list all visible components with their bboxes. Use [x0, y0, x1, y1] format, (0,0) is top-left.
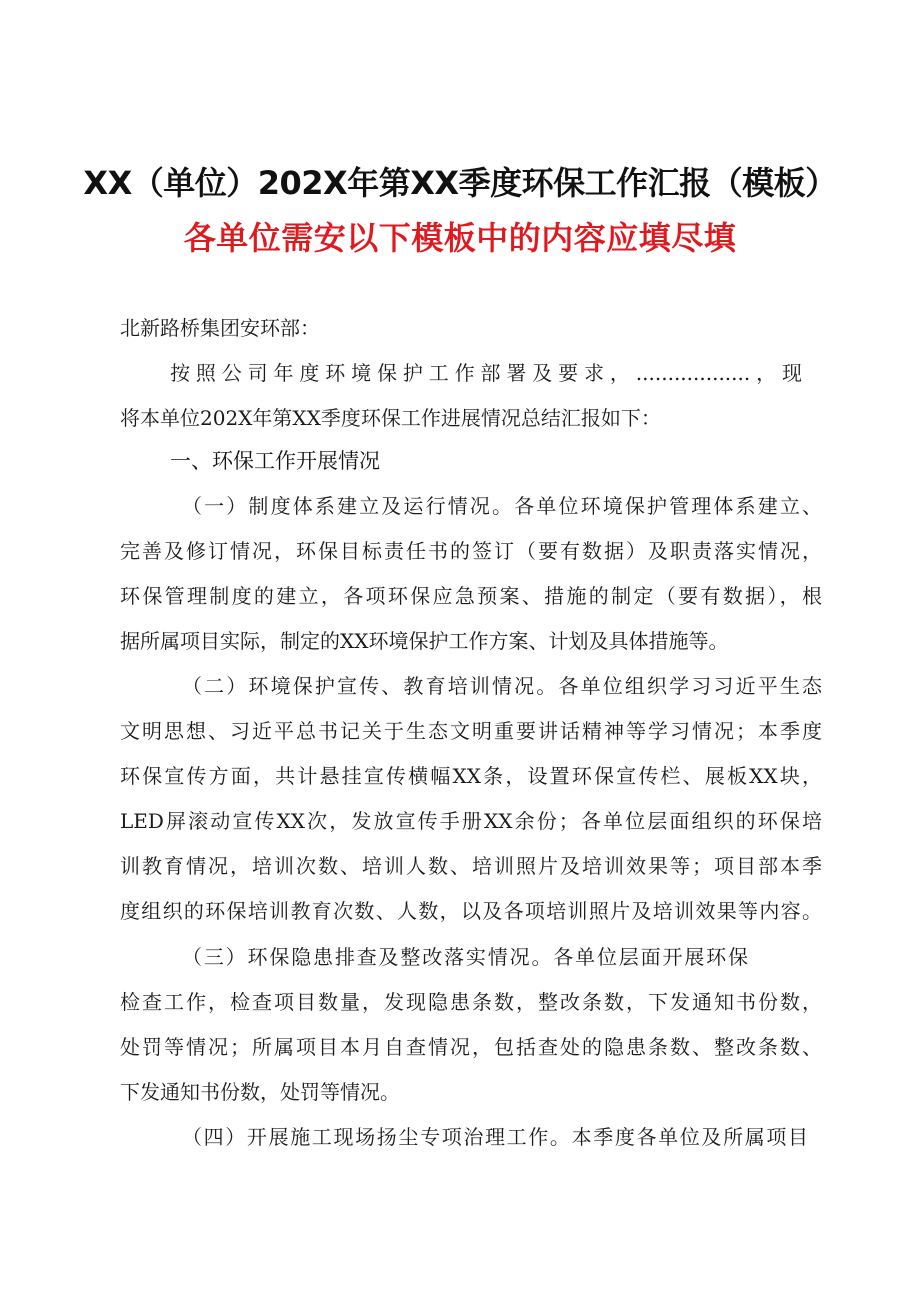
para2-line-4: LED屏滚动宣传XX次，发放宣传手册XX余份；各单位层面组织的环保培 [120, 809, 822, 833]
para3-line-1: （三）环保隐患排查及整改落实情况。各单位层面开展环保 [182, 945, 748, 969]
para1-line-2: 完善及修订情况，环保目标责任书的签订（要有数据）及职责落实情况， [120, 539, 822, 563]
para1-line-3: 环保管理制度的建立，各项环保应急预案、措施的制定（要有数据），根 [120, 584, 822, 608]
document-body [120, 0, 820, 1302]
para2-line-2: 文明思想、习近平总书记关于生态文明重要讲话精神等学习情况；本季度 [120, 719, 822, 743]
para2-line-5: 训教育情况，培训次数、培训人数、培训照片及培训效果等；项目部本季 [120, 854, 822, 878]
para2-line-6: 度组织的环保培训教育次数、人数，以及各项培训照片及培训效果等内容。 [120, 899, 822, 923]
para3-line-2: 检查工作，检查项目数量，发现隐患条数，整改条数，下发通知书份数， [120, 990, 822, 1014]
para3-line-3: 处罚等情况；所属项目本月自查情况，包括查处的隐患条数、整改条数、 [120, 1035, 822, 1059]
intro-line-2: 将本单位202X年第XX季度环保工作进展情况总结汇报如下： [120, 406, 661, 430]
para1-line-1: （一）制度体系建立及运行情况。各单位环境保护管理体系建立、 [182, 494, 822, 518]
para2-line-1: （二）环境保护宣传、教育培训情况。各单位组织学习习近平生态 [182, 674, 822, 698]
para3-line-4: 下发通知书份数，处罚等情况。 [120, 1080, 400, 1104]
salutation: 北新路桥集团安环部： [120, 316, 320, 340]
section1-heading: 一、环保工作开展情况 [170, 449, 380, 473]
intro-line-1: 按照公司年度环境保护工作部署及要求，..................，现 [170, 361, 802, 385]
document-subtitle: 各单位需安以下模板中的内容应填尽填 [183, 219, 737, 257]
para4-line-1: （四）开展施工现场扬尘专项治理工作。本季度各单位及所属项目 [182, 1125, 808, 1149]
para1-line-4: 据所属项目实际，制定的XX环境保护工作方案、计划及具体措施等。 [120, 629, 729, 653]
document-title: XX（单位）202X年第XX季度环保工作汇报（模板） [83, 164, 837, 202]
para2-line-3: 环保宣传方面，共计悬挂宣传横幅XX条，设置环保宣传栏、展板XX块， [120, 764, 822, 788]
